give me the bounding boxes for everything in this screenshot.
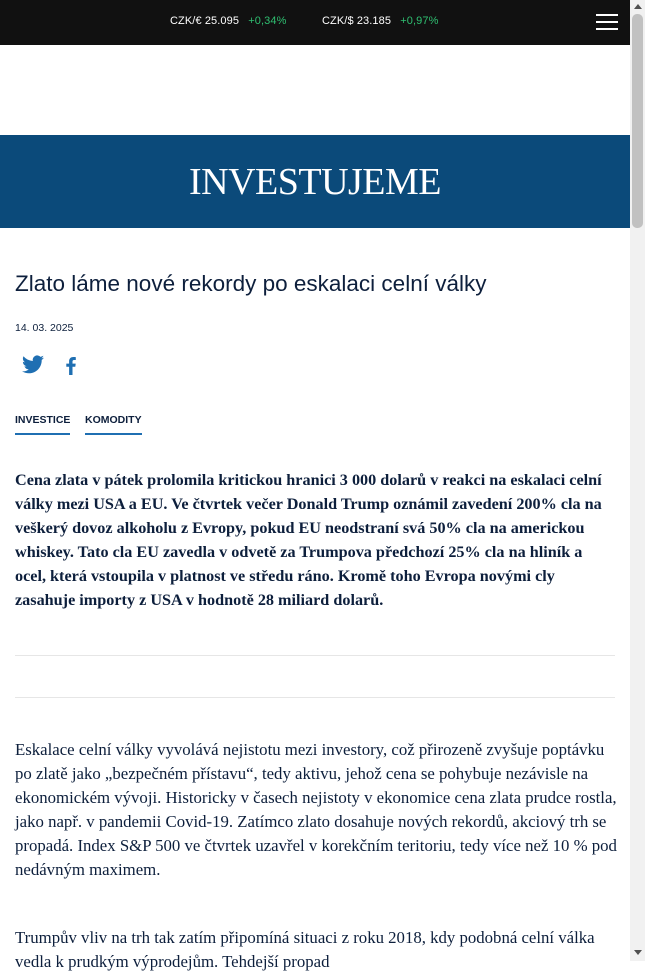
currency-ticker-bar xyxy=(0,0,630,45)
tag-investice[interactable]: INVESTICE xyxy=(15,414,70,435)
article-headline: Zlato láme nové rekordy po eskalaci celní války xyxy=(15,271,487,296)
scrollbar-thumb[interactable] xyxy=(632,14,643,228)
vertical-scrollbar[interactable] xyxy=(630,0,645,961)
article-date: 14. 03. 2025 xyxy=(15,322,74,334)
brand-header xyxy=(0,135,630,228)
divider xyxy=(15,655,615,656)
ticker-change: +0,97% xyxy=(400,15,439,27)
ticker-item-eur[interactable] xyxy=(170,15,286,27)
scroll-down-arrow-icon[interactable] xyxy=(634,950,642,955)
tag-komodity[interactable]: KOMODITY xyxy=(85,414,142,435)
ticker-pair: CZK/$ 23.185 xyxy=(322,15,392,27)
article-perex: Cena zlata v pátek prolomila kritickou hranici 3 000 dolarů v reakci na eskalaci celní války mezi USA a EU. Ve čtvrtek večer Donald Trump oznámil zavedení 200% cla na veškerý dovoz alkoholu z Evropy, pokud EU neodstraní svá 50% cla na americkou whiskey. Tato cla EU zavedla v odvetě za Trumpova předchozí 25% cla na hliník a ocel, která vstoupila v platnost ve středu ráno. Kromě toho Evropa novými cly zasahuje importy z USA v hodnotě 28 miliard dolarů. xyxy=(15,471,602,609)
facebook-icon[interactable] xyxy=(59,353,83,377)
ticker-change: +0,34% xyxy=(248,15,287,27)
article-paragraph: Trumpův vliv na trh tak zatím připomíná situaci z roku 2018, kdy podobná celní válka vedla k prudkým výprodejům. Tehdejší propad xyxy=(15,928,595,971)
hamburger-menu-icon[interactable] xyxy=(596,14,618,31)
scroll-up-arrow-icon[interactable] xyxy=(634,4,642,9)
divider xyxy=(15,697,615,698)
twitter-icon[interactable] xyxy=(21,353,45,377)
site-logo[interactable]: INVESTUJEME xyxy=(188,161,442,203)
ticker-pair: CZK/€ 25.095 xyxy=(170,15,240,27)
ticker-item-usd[interactable] xyxy=(322,15,438,27)
ad-slot xyxy=(0,45,630,135)
article-paragraph: Eskalace celní války vyvolává nejistotu mezi investory, což přirozeně zvyšuje poptávku po zlatě jako „bezpečném přístavu“, tedy aktivu, jehož cena se pohybuje nezávisle na ekonomickém vývoji. Historicky v časech nejistoty v ekonomice cena zlata prudce rostla, jako např. v pandemii Covid-19. Zatímco zlato dosahuje nových rekordů, akciový trh se propadá. Index S&P 500 ve čtvrtek uzavřel v korekčním teritoriu, tedy více než 10 % pod nedávným maximem. xyxy=(15,740,617,879)
